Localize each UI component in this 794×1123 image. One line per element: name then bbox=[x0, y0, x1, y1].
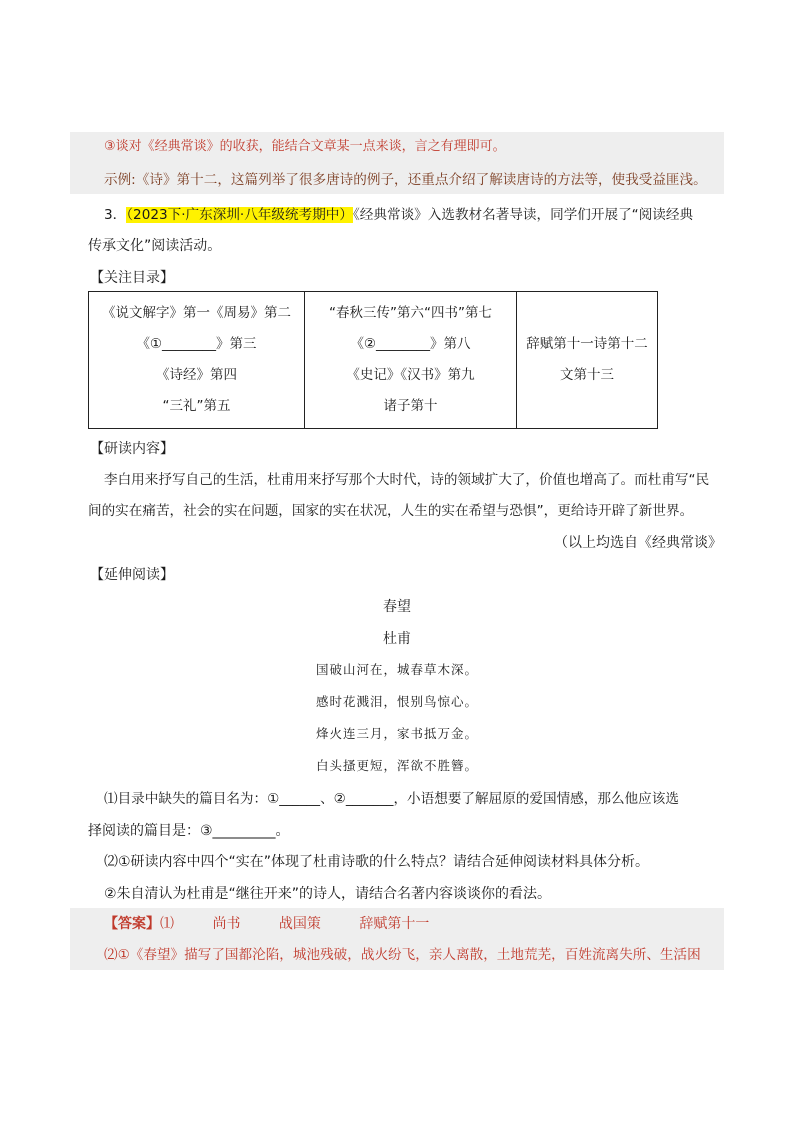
extended-heading: 【延伸阅读】 bbox=[90, 567, 174, 583]
answer-item-2: 战国策 bbox=[278, 916, 321, 932]
catalog-item: 《诗经》第四 bbox=[156, 367, 237, 383]
answer-label: 【答案】 bbox=[104, 916, 160, 932]
research-paragraph-line-2: 间的实在痛苦，社会的实在问题，国家的实在状况，人生的实在希望与恐惧”，更给诗开辟了新世界。 bbox=[88, 503, 694, 519]
sub-question-2-line-1: ⑵①研读内容中四个“实在”体现了杜甫诗歌的什么特点？请结合延伸阅读材料具体分析。 bbox=[104, 854, 650, 870]
catalog-col-1 bbox=[89, 292, 305, 429]
sub-question-1-line-2: 择阅读的篇目是：③_________。 bbox=[88, 823, 290, 839]
question-header bbox=[104, 205, 693, 225]
previous-answer-line-2: 示例:《诗》第十二，这篇列举了很多唐诗的例子，还重点介绍了解读唐诗的方法等，使我受益匪浅。 bbox=[104, 172, 707, 188]
catalog-item: 《说文解字》第一《周易》第二 bbox=[102, 305, 291, 321]
previous-answer-line-1: ③谈对《经典常谈》的收获，能结合文章某一点来谈，言之有理即可。 bbox=[104, 139, 506, 154]
poem-line: 感时花溅泪，恨别鸟惊心。 bbox=[315, 694, 478, 709]
catalog-item: 《①________》第三 bbox=[136, 336, 257, 352]
catalog-item: 辞赋第十一诗第十二 bbox=[526, 336, 648, 352]
catalog-table bbox=[88, 291, 658, 429]
catalog-item: 诸子第十 bbox=[383, 398, 438, 414]
catalog-item: “三礼”第五 bbox=[162, 398, 231, 414]
poem-line: 烽火连三月，家书抵万金。 bbox=[315, 726, 478, 741]
answer-line-1 bbox=[104, 914, 429, 934]
catalog-item: 文第十三 bbox=[560, 367, 614, 383]
research-source: （以上均选自《经典常谈》 bbox=[554, 535, 722, 551]
research-heading: 【研读内容】 bbox=[90, 441, 174, 457]
answer-item-3: 辞赋第十一 bbox=[359, 916, 430, 932]
poem-line: 国破山河在，城春草木深。 bbox=[315, 662, 478, 677]
catalog-item: 《史记》《汉书》第九 bbox=[346, 367, 475, 383]
answer-number: ⑴ bbox=[160, 916, 174, 932]
poem-title: 春望 bbox=[383, 599, 411, 615]
question-text: 《经典常谈》入选教材名著导读，同学们开展了“阅读经典 bbox=[353, 207, 694, 223]
poem-author: 杜甫 bbox=[383, 631, 411, 647]
answer-item-1: 尚书 bbox=[212, 916, 241, 932]
catalog-item: “春秋三传”第六“四书”第七 bbox=[329, 305, 492, 321]
sub-question-1-line-1: ⑴目录中缺失的篇目名为：①______、②_______，小语想要了解屈原的爱国情感，那么他应该选 bbox=[104, 791, 679, 807]
poem-line: 白头搔更短，浑欲不胜簪。 bbox=[315, 758, 478, 773]
research-paragraph-line-1: 李白用来抒写自己的生活，杜甫用来抒写那个大时代，诗的领域扩大了，价值也增高了。而杜甫写“民 bbox=[104, 472, 710, 488]
question-source-highlight: （2023下·广东深圳·八年级统考期中） bbox=[126, 207, 353, 223]
catalog-item: 《②________》第八 bbox=[350, 336, 471, 352]
catalog-col-2 bbox=[305, 292, 517, 429]
answer-line-2: ⑵①《春望》描写了国都沦陷，城池残破，战火纷飞，亲人离散，土地荒芜，百姓流离失所、生活困 bbox=[104, 947, 701, 963]
sub-question-2-line-2: ②朱自清认为杜甫是“继往开来”的诗人，请结合名著内容谈谈你的看法。 bbox=[104, 886, 552, 902]
question-number: 3． bbox=[104, 207, 127, 223]
question-text-cont: 传承文化”阅读活动。 bbox=[88, 238, 222, 254]
catalog-heading: 【关注目录】 bbox=[90, 270, 174, 286]
catalog-col-3 bbox=[517, 292, 658, 429]
